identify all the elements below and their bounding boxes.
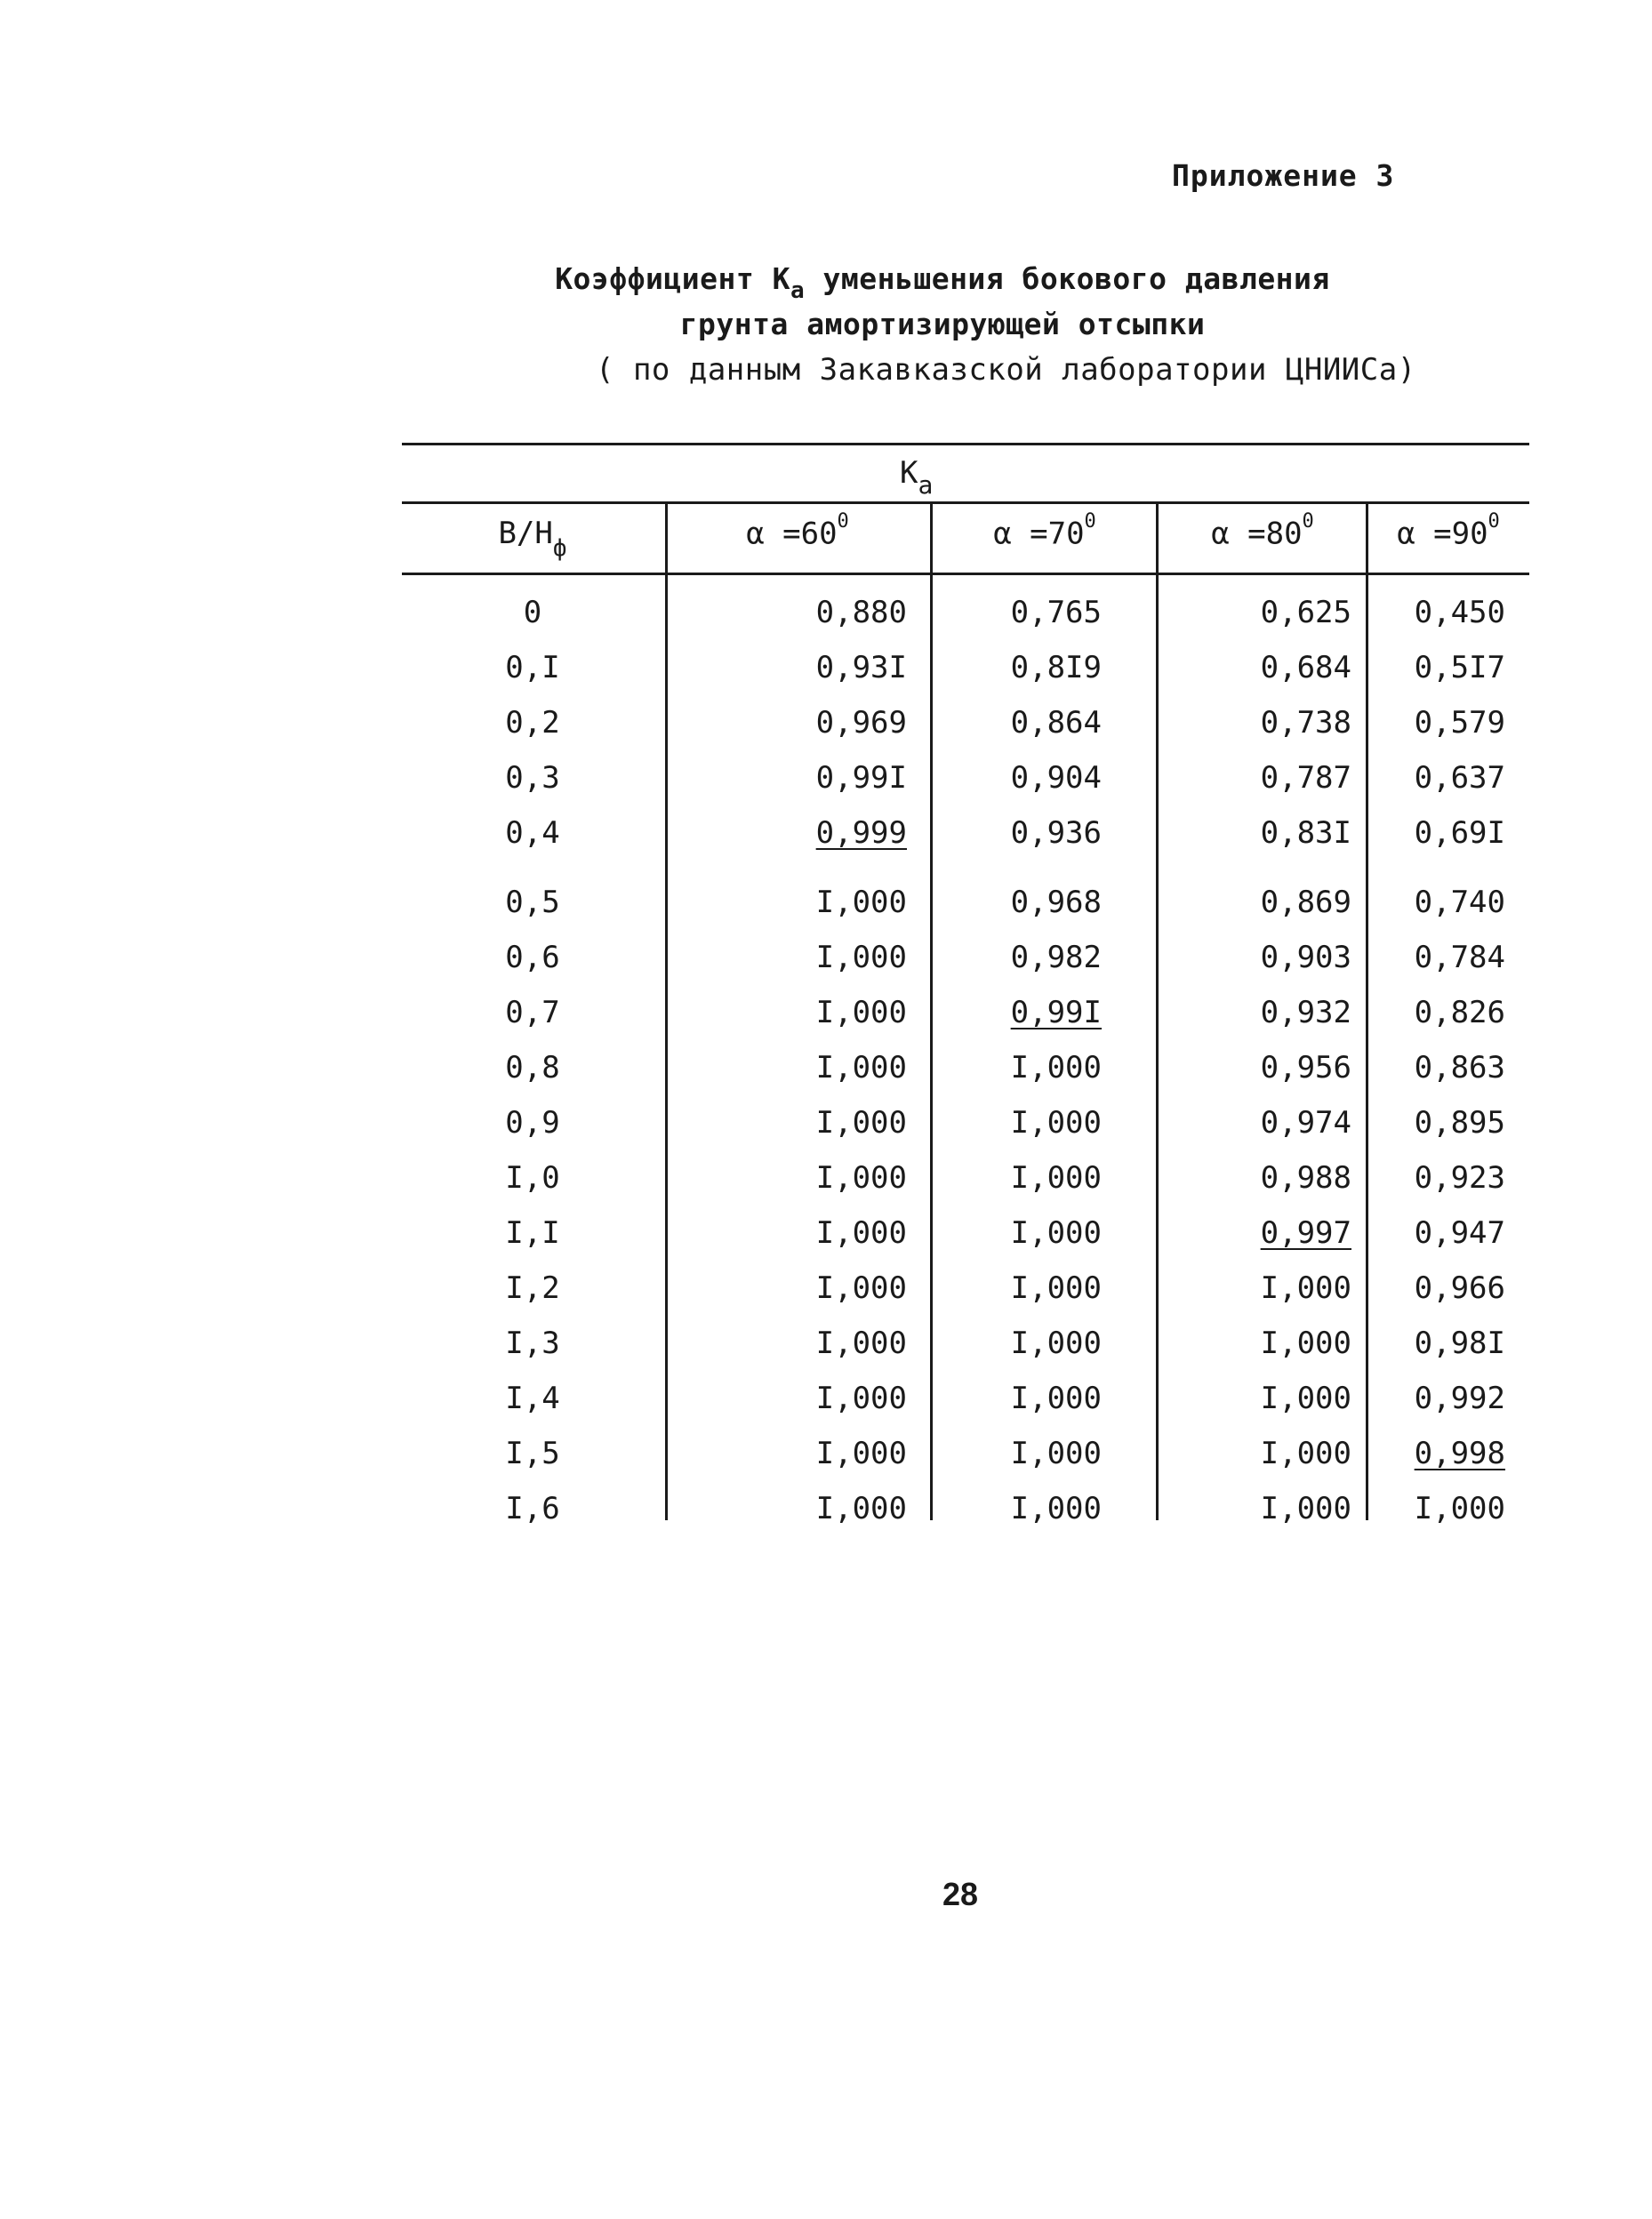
b-h-value: 0,3 bbox=[505, 760, 560, 796]
ka-value bbox=[1367, 750, 1505, 805]
ka-value-text: I,000 bbox=[1414, 1491, 1505, 1526]
ka-value bbox=[1367, 1371, 1505, 1426]
col-header-text: α =70 bbox=[993, 516, 1085, 552]
ka-value-text: 0,787 bbox=[1260, 760, 1351, 796]
ka-value bbox=[669, 930, 907, 985]
ka-value-text: I,000 bbox=[815, 940, 907, 975]
ka-value bbox=[1367, 1261, 1505, 1316]
b-h-value: 0,2 bbox=[505, 705, 560, 741]
ka-value-text: I,000 bbox=[1010, 1215, 1102, 1251]
ka-value-text: 0,969 bbox=[815, 705, 907, 741]
ka-value bbox=[1158, 805, 1351, 861]
ka-value bbox=[1367, 985, 1505, 1040]
ka-value-text: 0,974 bbox=[1260, 1105, 1351, 1141]
col-header-alpha-60 bbox=[667, 510, 928, 569]
b-h-value: 0,7 bbox=[505, 995, 560, 1030]
ka-value-text: 0,684 bbox=[1260, 650, 1351, 685]
ka-value bbox=[669, 1316, 907, 1371]
ka-value-text: 0,826 bbox=[1414, 995, 1505, 1030]
ka-value bbox=[1158, 1426, 1351, 1481]
table-row bbox=[402, 1426, 1529, 1481]
ka-value-text: 0,956 bbox=[1260, 1050, 1351, 1085]
ka-value bbox=[1158, 985, 1351, 1040]
ka-value-text: 0,637 bbox=[1414, 760, 1505, 796]
ka-value bbox=[931, 1316, 1102, 1371]
b-h-value: 0,8 bbox=[505, 1050, 560, 1085]
ka-value-text: I,000 bbox=[1260, 1491, 1351, 1526]
ka-value-text: 0,99I bbox=[815, 760, 907, 796]
ka-value bbox=[1158, 1040, 1351, 1095]
table-row bbox=[402, 640, 1529, 695]
table-row bbox=[402, 1206, 1529, 1261]
ka-value-text: I,000 bbox=[1260, 1381, 1351, 1416]
ka-value bbox=[669, 1095, 907, 1150]
ka-value-text: I,000 bbox=[1010, 1491, 1102, 1526]
ka-value-text: 0,784 bbox=[1414, 940, 1505, 975]
ka-value bbox=[669, 640, 907, 695]
title-text-end: уменьшения бокового давления bbox=[805, 261, 1330, 296]
ka-value bbox=[669, 805, 907, 861]
ka-value-text: 0,93I bbox=[815, 650, 907, 685]
ka-value bbox=[1158, 585, 1351, 640]
ka-value-text: I,000 bbox=[1260, 1326, 1351, 1361]
b-h-value: 0,I bbox=[505, 650, 560, 685]
ka-value-text: I,000 bbox=[815, 1436, 907, 1471]
ka-value-text: 0,740 bbox=[1414, 885, 1505, 920]
ka-value-text: 0,904 bbox=[1010, 760, 1102, 796]
ka-value bbox=[669, 1261, 907, 1316]
ka-value-text: 0,8I9 bbox=[1010, 650, 1102, 685]
ka-value bbox=[669, 585, 907, 640]
ka-value-text: I,000 bbox=[815, 1160, 907, 1196]
ka-value-text: I,000 bbox=[1010, 1160, 1102, 1196]
b-h-value: 0,6 bbox=[505, 940, 560, 975]
col-header-b-h-sub: ф bbox=[552, 535, 567, 562]
ka-value bbox=[1158, 640, 1351, 695]
ka-value-text: 0,932 bbox=[1260, 995, 1351, 1030]
b-h-value: I,6 bbox=[505, 1491, 560, 1526]
table-row bbox=[402, 1261, 1529, 1316]
ka-value-text: 0,863 bbox=[1414, 1050, 1505, 1085]
ka-value bbox=[931, 640, 1102, 695]
ka-value bbox=[1367, 1426, 1505, 1481]
ka-value-text: I,000 bbox=[815, 1381, 907, 1416]
ka-value bbox=[931, 1206, 1102, 1261]
ka-value-text: 0,988 bbox=[1260, 1160, 1351, 1196]
ka-value-text: 0,864 bbox=[1010, 705, 1102, 741]
col-header-alpha-70 bbox=[932, 510, 1158, 569]
ka-value bbox=[1367, 1040, 1505, 1095]
ka-value-text: I,000 bbox=[1260, 1436, 1351, 1471]
col-header-text: α =60 bbox=[746, 516, 838, 552]
ka-value-text: 0,968 bbox=[1010, 885, 1102, 920]
table-row bbox=[402, 805, 1529, 861]
ka-value bbox=[669, 695, 907, 750]
col-header-alpha-80 bbox=[1158, 510, 1367, 569]
ka-value-text: 0,903 bbox=[1260, 940, 1351, 975]
ka-value bbox=[1158, 1316, 1351, 1371]
col-header-alpha-90 bbox=[1367, 510, 1529, 569]
table-row bbox=[402, 1150, 1529, 1206]
ka-value bbox=[931, 750, 1102, 805]
group-header-rule bbox=[402, 501, 1529, 504]
degree-sign: 0 bbox=[1302, 510, 1314, 533]
ka-value-text: I,000 bbox=[1010, 1270, 1102, 1306]
ka-value bbox=[669, 750, 907, 805]
table-row bbox=[402, 1481, 1529, 1536]
ka-value-text: 0,738 bbox=[1260, 705, 1351, 741]
degree-sign: 0 bbox=[837, 510, 849, 533]
ka-value-text: 0,450 bbox=[1414, 595, 1505, 630]
ka-value bbox=[669, 1371, 907, 1426]
ka-value-text: I,000 bbox=[1010, 1050, 1102, 1085]
group-header-ka bbox=[900, 455, 1522, 500]
ka-value bbox=[1367, 1316, 1505, 1371]
table-top-rule bbox=[402, 443, 1529, 445]
ka-value-text: 0,625 bbox=[1260, 595, 1351, 630]
ka-value bbox=[1367, 1095, 1505, 1150]
table-row bbox=[402, 875, 1529, 930]
col-header-b-h bbox=[402, 516, 663, 569]
ka-value bbox=[669, 1040, 907, 1095]
ka-value bbox=[1158, 1261, 1351, 1316]
b-h-value: I,4 bbox=[505, 1381, 560, 1416]
ka-value-text: 0,83I bbox=[1260, 815, 1351, 851]
table-row bbox=[402, 750, 1529, 805]
ka-value-text: I,000 bbox=[815, 1491, 907, 1526]
ka-value-text: I,000 bbox=[1010, 1381, 1102, 1416]
title-line-2: грунта амортизирующей отсыпки bbox=[679, 307, 1206, 341]
ka-value-text: 0,923 bbox=[1414, 1160, 1505, 1196]
ka-value bbox=[1367, 805, 1505, 861]
ka-value-text: I,000 bbox=[815, 1215, 907, 1251]
ka-value bbox=[931, 695, 1102, 750]
ka-value bbox=[931, 875, 1102, 930]
ka-value bbox=[931, 1095, 1102, 1150]
b-h-value: I,5 bbox=[505, 1436, 560, 1471]
table-source-note: ( по данным Закавказской лаборатории ЦНИИСа) bbox=[596, 352, 1416, 388]
b-h-value: I,3 bbox=[505, 1326, 560, 1361]
group-header-sub: а bbox=[918, 470, 934, 500]
ka-value bbox=[669, 1426, 907, 1481]
col-header-text: α =80 bbox=[1211, 516, 1303, 552]
ka-value bbox=[931, 585, 1102, 640]
ka-value-text: I,000 bbox=[815, 1105, 907, 1141]
title-subscript: а bbox=[790, 277, 806, 304]
column-header-rule bbox=[402, 573, 1529, 575]
ka-value bbox=[1158, 750, 1351, 805]
ka-value bbox=[669, 875, 907, 930]
ka-value-text: I,000 bbox=[815, 1326, 907, 1361]
ka-value-text: I,000 bbox=[1260, 1270, 1351, 1306]
table-row bbox=[402, 985, 1529, 1040]
ka-value bbox=[931, 1481, 1102, 1536]
ka-value bbox=[931, 1426, 1102, 1481]
ka-value-text: I,000 bbox=[1010, 1436, 1102, 1471]
table-title bbox=[498, 258, 1387, 346]
b-h-value: 0 bbox=[523, 595, 542, 630]
ka-value-text: 0,992 bbox=[1414, 1381, 1505, 1416]
ka-value bbox=[1158, 875, 1351, 930]
ka-value bbox=[931, 1150, 1102, 1206]
ka-value bbox=[1367, 695, 1505, 750]
appendix-label: Приложение 3 bbox=[1172, 158, 1395, 193]
b-h-value: 0,5 bbox=[505, 885, 560, 920]
ka-value bbox=[1367, 930, 1505, 985]
ka-value-text: I,000 bbox=[1010, 1105, 1102, 1141]
ka-value bbox=[931, 1261, 1102, 1316]
ka-value-text: 0,947 bbox=[1414, 1215, 1505, 1251]
ka-value-text: 0,579 bbox=[1414, 705, 1505, 741]
ka-value bbox=[1158, 1481, 1351, 1536]
degree-sign: 0 bbox=[1488, 510, 1500, 533]
ka-value bbox=[1158, 1095, 1351, 1150]
ka-value-text: 0,998 bbox=[1414, 1436, 1505, 1471]
ka-value-text: I,000 bbox=[815, 885, 907, 920]
col-header-b-h-main: В/Н bbox=[498, 516, 553, 551]
ka-value bbox=[669, 1206, 907, 1261]
b-h-value: 0,9 bbox=[505, 1105, 560, 1141]
group-header-main: К bbox=[900, 455, 918, 491]
b-h-value: 0,4 bbox=[505, 815, 560, 851]
ka-value bbox=[669, 985, 907, 1040]
ka-value bbox=[1158, 1150, 1351, 1206]
ka-value bbox=[669, 1150, 907, 1206]
ka-value-text: 0,5I7 bbox=[1414, 650, 1505, 685]
ka-value-text: 0,895 bbox=[1414, 1105, 1505, 1141]
ka-value bbox=[931, 985, 1102, 1040]
degree-sign: 0 bbox=[1084, 510, 1096, 533]
ka-value-text: 0,999 bbox=[815, 815, 907, 851]
ka-value-text: 0,69I bbox=[1414, 815, 1505, 851]
ka-value bbox=[1158, 1371, 1351, 1426]
ka-value-text: 0,99I bbox=[1010, 995, 1102, 1030]
ka-value-text: 0,880 bbox=[815, 595, 907, 630]
ka-value-text: I,000 bbox=[1010, 1326, 1102, 1361]
ka-value bbox=[1367, 585, 1505, 640]
ka-value-text: 0,98I bbox=[1414, 1326, 1505, 1361]
table-row bbox=[402, 585, 1529, 640]
ka-value bbox=[931, 930, 1102, 985]
table-row bbox=[402, 1040, 1529, 1095]
ka-value-text: 0,869 bbox=[1260, 885, 1351, 920]
ka-value-text: 0,936 bbox=[1010, 815, 1102, 851]
b-h-value: I,0 bbox=[505, 1160, 560, 1196]
ka-value bbox=[931, 1371, 1102, 1426]
table-row bbox=[402, 695, 1529, 750]
ka-value-text: 0,997 bbox=[1260, 1215, 1351, 1251]
ka-value bbox=[669, 1481, 907, 1536]
ka-value bbox=[1367, 1150, 1505, 1206]
ka-value bbox=[1367, 1481, 1505, 1536]
col-header-text: α =90 bbox=[1397, 516, 1488, 552]
table-row bbox=[402, 1316, 1529, 1371]
table-row bbox=[402, 1371, 1529, 1426]
ka-value-text: I,000 bbox=[815, 995, 907, 1030]
ka-value-text: 0,966 bbox=[1414, 1270, 1505, 1306]
ka-value bbox=[1158, 930, 1351, 985]
ka-value-text: I,000 bbox=[815, 1050, 907, 1085]
ka-value bbox=[1158, 1206, 1351, 1261]
ka-value-text: I,000 bbox=[815, 1270, 907, 1306]
ka-value bbox=[931, 805, 1102, 861]
ka-value bbox=[1367, 640, 1505, 695]
page-number: 28 bbox=[942, 1876, 979, 1912]
table-row bbox=[402, 1095, 1529, 1150]
ka-value bbox=[1158, 695, 1351, 750]
ka-value bbox=[1367, 1206, 1505, 1261]
b-h-value: I,2 bbox=[505, 1270, 560, 1306]
ka-value-text: 0,982 bbox=[1010, 940, 1102, 975]
ka-value bbox=[1367, 875, 1505, 930]
b-h-value: I,I bbox=[505, 1215, 560, 1251]
title-line-1 bbox=[498, 258, 1387, 303]
ka-value bbox=[931, 1040, 1102, 1095]
ka-value-text: 0,765 bbox=[1010, 595, 1102, 630]
table-row bbox=[402, 930, 1529, 985]
title-text-start: Коэффициент К bbox=[555, 261, 790, 296]
